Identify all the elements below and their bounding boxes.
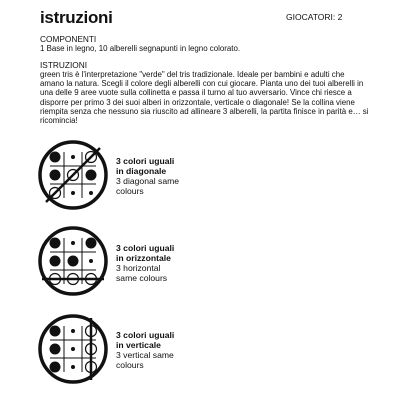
caption-subtitle: in verticale xyxy=(116,340,161,350)
caption-title: 3 colori uguali xyxy=(116,330,175,340)
piece-empty xyxy=(71,329,75,333)
components-text: 1 Base in legno, 10 alberelli segnapunti in legno colorato. xyxy=(40,44,241,53)
piece-empty xyxy=(71,155,75,159)
piece-empty xyxy=(71,241,75,245)
caption-title: 3 colori uguali xyxy=(116,243,175,253)
piece-black xyxy=(50,344,61,355)
caption-translation: 3 diagonal same xyxy=(116,176,180,186)
caption-subtitle: in orizzontale xyxy=(116,253,171,263)
piece-black xyxy=(68,256,79,267)
piece-black xyxy=(50,326,61,337)
diagonal-caption xyxy=(116,156,216,196)
piece-black xyxy=(50,256,61,267)
caption-translation: colours xyxy=(116,360,144,370)
page-title: istruzioni xyxy=(40,8,113,27)
instructions-text: green tris è l'interpretazione "verde" del tris tradizionale. Ideale per bambini e adulti che amano la natura. Scegli il colore degli alberelli con cui giocare. Pianta uno dei tuoi alberelli in una delle 9 aree vuote sulla collinetta e passa il turno al tuo avversario. Vince chi riesce a disporre per primo 3 dei suoi alberi in orizzontale, verticale o diagonale! Se la collina viene riempita senza che nessuno sia riuscito ad allineare 3 alberelli, la partita finisce in parità e… si ricomincia! xyxy=(40,70,369,126)
piece-empty xyxy=(89,191,93,195)
caption-translation: 3 horizontal xyxy=(116,263,161,273)
piece-black xyxy=(86,238,97,249)
piece-black xyxy=(50,238,61,249)
diagonal-example-diagram xyxy=(38,140,108,210)
vertical-example-diagram xyxy=(38,314,108,384)
caption-translation: same colours xyxy=(116,273,168,283)
players-count: GIOCATORI: 2 xyxy=(286,12,343,22)
piece-black xyxy=(50,170,61,181)
piece-empty xyxy=(71,365,75,369)
components-heading: COMPONENTI xyxy=(40,34,97,44)
piece-empty xyxy=(71,191,75,195)
instructions-heading: ISTRUZIONI xyxy=(40,60,88,70)
caption-title: 3 colori uguali xyxy=(116,156,175,166)
caption-translation: colours xyxy=(116,186,144,196)
horizontal-example-diagram xyxy=(38,226,108,296)
caption-translation: 3 vertical same xyxy=(116,350,174,360)
vertical-caption xyxy=(116,330,216,370)
piece-empty xyxy=(71,347,75,351)
piece-empty xyxy=(89,259,93,263)
piece-black xyxy=(50,362,61,373)
piece-black xyxy=(86,170,97,181)
piece-black xyxy=(50,152,61,163)
caption-subtitle: in diagonale xyxy=(116,166,167,176)
horizontal-caption xyxy=(116,243,216,283)
